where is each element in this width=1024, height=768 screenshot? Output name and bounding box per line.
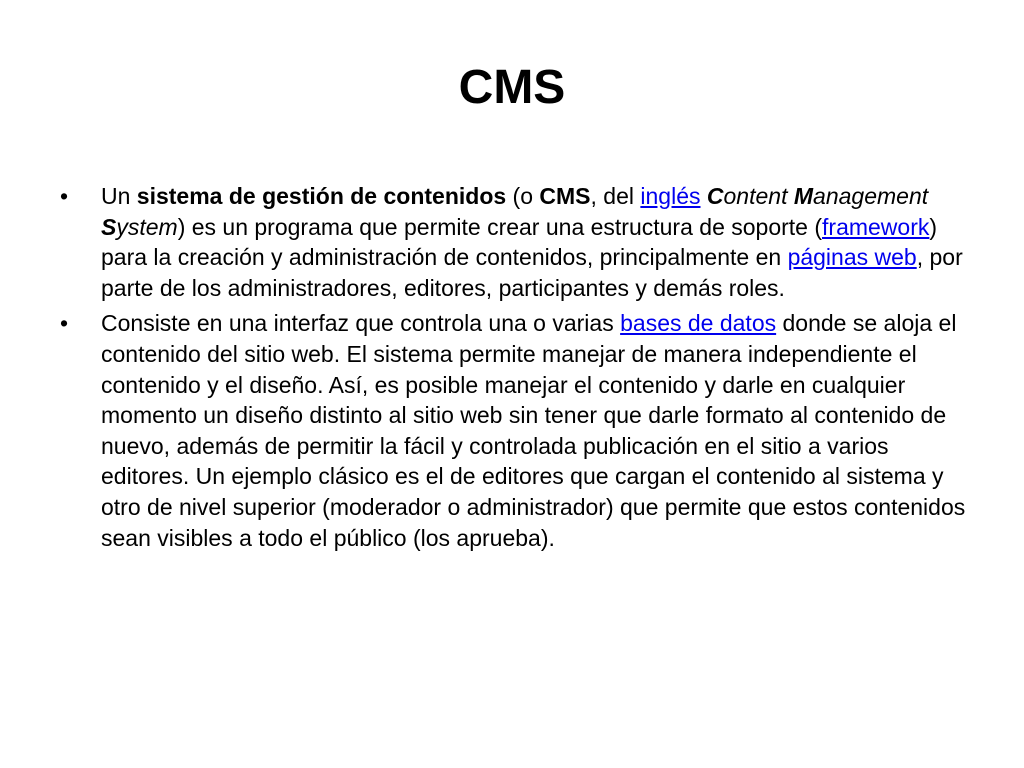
italic-bold-letter: M xyxy=(793,183,814,209)
link-ingles[interactable]: inglés xyxy=(640,183,701,209)
bullet-dot-icon: • xyxy=(60,183,69,209)
text-segment: , por parte de los administradores, editores, participantes y demás roles. xyxy=(101,244,963,301)
italic-bold-letter: C xyxy=(706,183,724,209)
link-framework[interactable]: framework xyxy=(822,213,930,240)
text-segment: Consiste en una interfaz que controla una o varias xyxy=(101,310,621,337)
text-segment: , del xyxy=(590,183,641,209)
link-bases-de-datos[interactable]: bases de datos xyxy=(620,310,777,337)
bold-acronym: CMS xyxy=(539,183,591,209)
italic-text: ystem xyxy=(116,213,178,240)
text-segment: donde se aloja el contenido del sitio web. El sistema permite manejar de manera independiente el contenido y el diseño. Así, es posible manejar el contenido y darle en cualquier momento un diseño distinto al sitio web sin tener que darle formato al contenido de nuevo, además de permitir la fácil y controlada publicación en el sitio a varios editores. Un ejemplo clásico es el de editores que cargan el contenido al sistema y otro de nivel superior (moderador o administrador) que permite que estos contenidos sean visibles a todo el público (los aprueba). xyxy=(101,310,966,551)
italic-text: ontent xyxy=(723,183,794,209)
text-segment: ) para la creación y administración de contenidos, principalmente en xyxy=(101,213,938,271)
italic-text: anagement xyxy=(813,183,929,209)
text-segment: (o xyxy=(506,183,540,209)
text-segment: Un xyxy=(101,183,137,209)
bullet-item-cms-description xyxy=(58,308,973,553)
text-segment: ) es un programa que permite crear una estructura de soporte ( xyxy=(177,213,823,240)
bullet-dot-icon: • xyxy=(60,310,69,337)
link-paginas-web[interactable]: páginas web xyxy=(787,244,917,271)
bullet-list xyxy=(58,181,973,558)
bullet-item-cms-definition xyxy=(58,181,973,303)
slide-title: CMS xyxy=(458,61,566,114)
italic-bold-letter: S xyxy=(101,213,117,240)
bold-term: sistema de gestión de contenidos xyxy=(136,183,507,209)
